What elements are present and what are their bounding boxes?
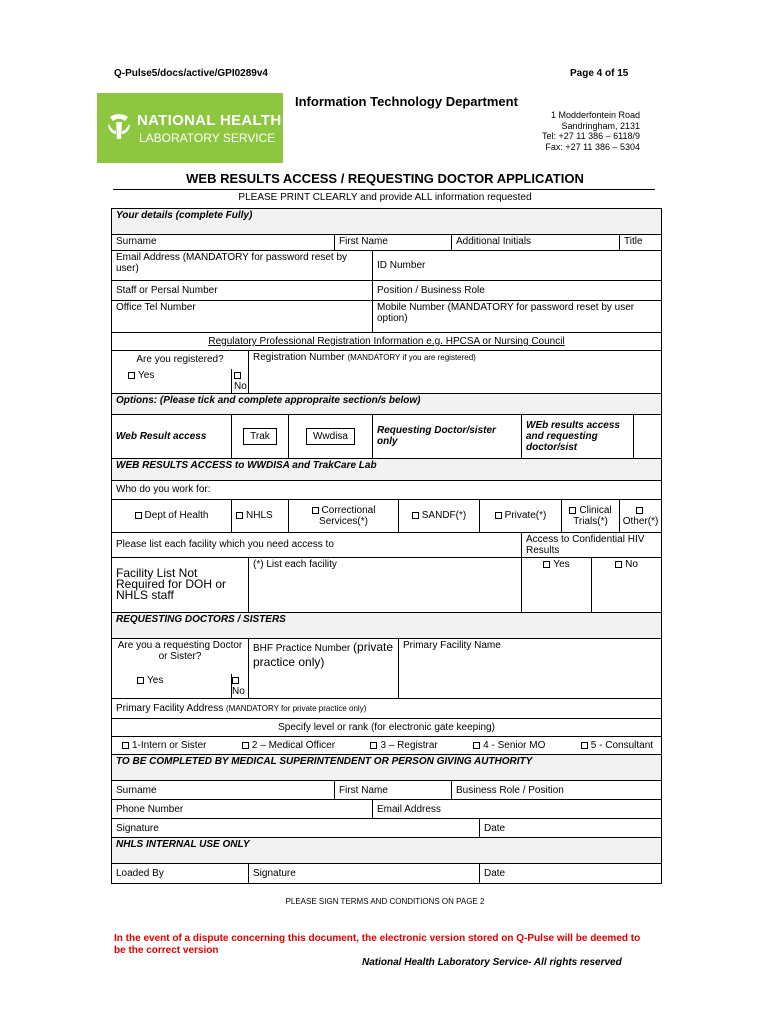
title-divider [113,189,655,190]
id-number-field[interactable]: ID Number [373,251,662,281]
authority-phone-field[interactable]: Phone Number [112,800,373,819]
registered-question: Are you registered? [112,351,249,369]
employer-clinical-trials[interactable]: Clinical Trials(*) [562,499,620,532]
registered-yes-option[interactable]: Yes [112,369,232,394]
primary-facility-field[interactable]: Primary Facility Name [399,638,662,699]
level-medical-officer-option[interactable]: 2 – Medical Officer [242,740,335,751]
sign-terms-notice: PLEASE SIGN TERMS AND CONDITIONS ON PAGE 2 [285,897,485,906]
application-form [111,208,662,884]
section-your-details: Your details (complete Fully) [112,209,662,235]
staff-number-field[interactable]: Staff or Persal Number [112,281,373,301]
facility-address-field[interactable]: Primary Facility Address (MANDATORY for private practice only) [112,699,662,719]
option-blank-cell[interactable] [634,414,662,458]
internal-signature-field[interactable]: Signature [249,864,480,884]
address-city: Sandringham, 2131 [561,120,640,131]
authority-date-field[interactable]: Date [480,819,662,838]
checkbox-icon[interactable] [581,742,588,749]
form-title: WEB RESULTS ACCESS / REQUESTING DOCTOR APPLICATION [186,171,584,186]
logo-line-2: LABORATORY SERVICE [139,131,276,145]
option-trak[interactable]: Trak [232,414,289,458]
checkbox-icon[interactable] [473,742,480,749]
authority-first-name-field[interactable]: First Name [335,781,452,800]
hiv-results-label: Access to Confidential HIV Results [522,532,662,557]
internal-date-field[interactable]: Date [480,864,662,884]
registration-number-field[interactable] [249,351,662,394]
address-tel: Tel: +27 11 386 – 6118/9 [542,131,640,141]
hiv-yes-option[interactable]: Yes [522,557,592,612]
level-intern-option[interactable]: 1-Intern or Sister [122,740,206,751]
option-requesting-only[interactable]: Requesting Doctor/sister only [373,414,522,458]
authority-email-field[interactable]: Email Address [373,800,662,819]
checkbox-icon[interactable] [122,742,129,749]
section-options: Options: (Please tick and complete appropraite section/s below) [112,393,662,414]
authority-signature-field[interactable]: Signature [112,819,480,838]
facility-list-field[interactable]: (*) List each facility [249,557,522,612]
nhls-emblem-icon [106,111,132,141]
level-registrar-option[interactable]: 3 – Registrar [370,740,437,751]
registration-number-label: Registration Number [253,352,345,363]
employer-private[interactable]: Private(*) [480,499,562,532]
section-authority: TO BE COMPLETED BY MEDICAL SUPERINTENDENT OR PERSON GIVING AUTHORITY [112,755,662,781]
option-web-and-requesting[interactable]: WEb results access and requesting doctor/sist [522,414,634,458]
requesting-no-option[interactable]: No [232,674,249,699]
position-field[interactable]: Position / Business Role [373,281,662,301]
section-requesting-doctors: REQUESTING DOCTORS / SISTERS [112,612,662,638]
initials-field[interactable]: Additional Initials [452,235,620,251]
checkbox-icon[interactable] [543,561,550,568]
page-number: Page 4 of 15 [570,68,629,79]
document-reference: Q-Pulse5/docs/active/GPI0289v4 [114,68,268,79]
employer-dept-of-health[interactable]: Dept of Health [112,499,232,532]
level-senior-mo-option[interactable]: 4 - Senior MO [473,740,545,751]
checkbox-icon[interactable] [412,512,419,519]
dispute-notice: In the event of a dispute concerning this document, the electronic version stored on Q-Pulse will be deemed to be the correct version [114,933,641,956]
rights-notice: National Health Laboratory Service- All rights reserved [362,957,622,968]
address-block [480,110,640,152]
logo-line-1: NATIONAL HEALTH [137,112,282,129]
form-subtitle: PLEASE PRINT CLEARLY and provide ALL information requested [238,192,532,203]
department-name: Information Technology Department [295,94,518,109]
checkbox-icon[interactable] [234,372,241,379]
title-field[interactable]: Title [620,235,662,251]
level-rank-options [112,737,662,755]
first-name-field[interactable]: First Name [335,235,452,251]
registration-number-note: (MANDATORY if you are registered) [347,353,476,362]
requesting-question: Are you a requesting Doctor or Sister? [112,638,249,674]
checkbox-icon[interactable] [370,742,377,749]
authority-role-field[interactable]: Business Role / Position [452,781,662,800]
regulatory-heading: Regulatory Professional Registration Information e.g. HPCSA or Nursing Council [112,333,662,351]
checkbox-icon[interactable] [135,512,142,519]
authority-surname-field[interactable]: Surname [112,781,335,800]
employer-nhls[interactable]: NHLS [232,499,289,532]
facility-list-note: Facility List Not Required for DOH or NHLS staff [112,557,249,612]
level-consultant-option[interactable]: 5 - Consultant [581,740,653,751]
level-rank-label: Specify level or rank (for electronic gate keeping) [112,719,662,737]
registered-no-option[interactable]: No [232,369,249,394]
surname-field[interactable]: Surname [112,235,335,251]
section-web-results-access: WEB RESULTS ACCESS to WWDISA and TrakCare Lab [112,458,662,480]
employer-sandf[interactable]: SANDF(*) [399,499,480,532]
office-tel-field[interactable]: Office Tel Number [112,301,373,333]
nhls-logo [97,93,283,163]
checkbox-icon[interactable] [128,372,135,379]
facility-list-label: Please list each facility which you need access to [112,532,522,557]
hiv-no-option[interactable]: No [592,557,662,612]
checkbox-icon[interactable] [137,677,144,684]
option-wwdisa[interactable]: Wwdisa [289,414,373,458]
section-internal-use: NHLS INTERNAL USE ONLY [112,838,662,864]
employer-other[interactable]: Other(*) [620,499,662,532]
bhf-number-field[interactable]: BHF Practice Number (private practice only) [249,638,399,699]
requesting-yes-option[interactable]: Yes [112,674,232,699]
checkbox-icon[interactable] [236,512,243,519]
checkbox-icon[interactable] [615,561,622,568]
option-web-result-access: Web Result access [112,414,232,458]
checkbox-icon[interactable] [312,507,319,514]
email-field[interactable]: Email Address (MANDATORY for password reset by user) [112,251,373,281]
checkbox-icon[interactable] [569,507,576,514]
address-fax: Fax: +27 11 386 – 5304 [545,141,640,152]
mobile-field[interactable]: Mobile Number (MANDATORY for password reset by user option) [373,301,662,333]
checkbox-icon[interactable] [242,742,249,749]
checkbox-icon[interactable] [232,677,239,684]
checkbox-icon[interactable] [495,512,502,519]
address-street: 1 Modderfontein Road [550,110,640,120]
who-work-for-label: Who do you work for: [112,480,662,499]
checkbox-icon[interactable] [636,507,643,514]
loaded-by-field[interactable]: Loaded By [112,864,249,884]
employer-correctional-services[interactable]: Correctional Services(*) [289,499,399,532]
